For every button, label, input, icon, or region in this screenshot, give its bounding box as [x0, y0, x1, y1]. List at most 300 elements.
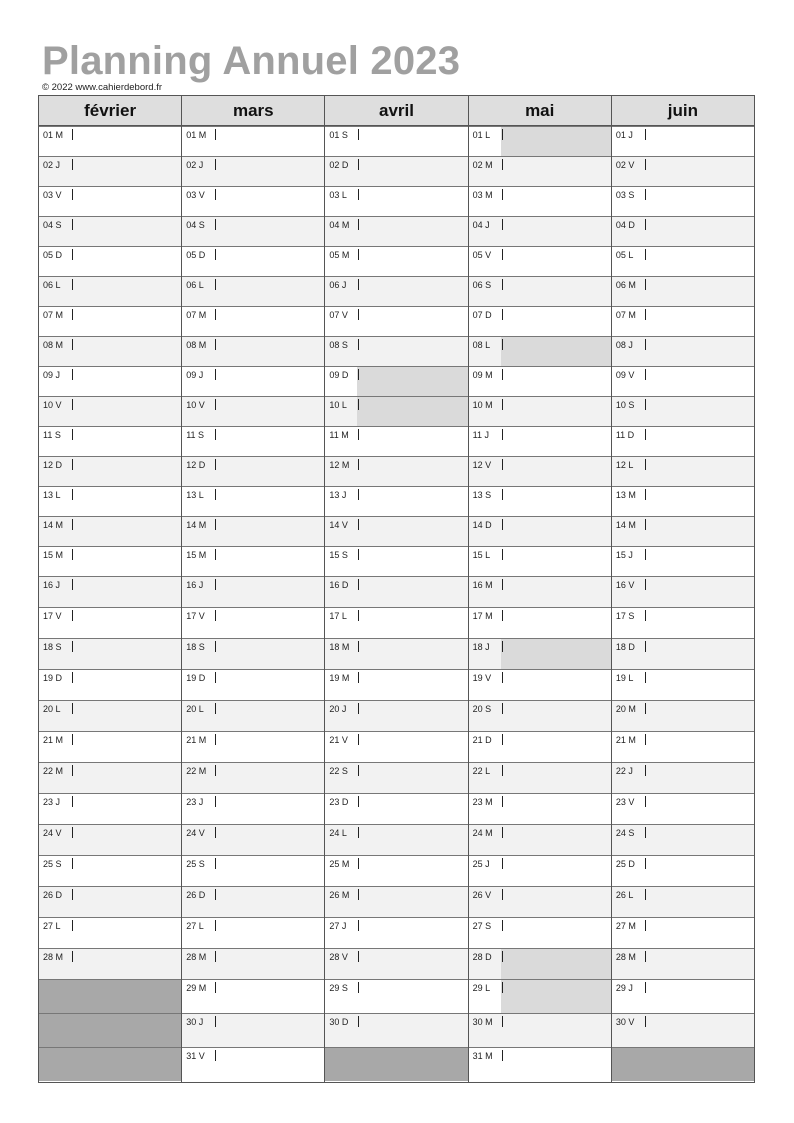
day-note-area[interactable]: [214, 639, 324, 669]
day-note-area[interactable]: [644, 794, 754, 824]
day-cell[interactable]: [612, 186, 754, 216]
day-note-area[interactable]: [71, 949, 181, 979]
day-note-area[interactable]: [71, 701, 181, 731]
day-note-area[interactable]: [357, 670, 467, 700]
day-cell[interactable]: [182, 948, 324, 979]
day-note-area[interactable]: [214, 1048, 324, 1081]
day-cell[interactable]: [39, 731, 181, 762]
day-cell[interactable]: [325, 366, 467, 396]
day-cell[interactable]: [39, 426, 181, 456]
day-note-area[interactable]: [71, 517, 181, 546]
day-note-area[interactable]: [644, 1014, 754, 1047]
day-note-area[interactable]: [357, 547, 467, 576]
day-cell[interactable]: [325, 607, 467, 638]
day-cell[interactable]: [39, 669, 181, 700]
day-note-area[interactable]: [501, 307, 611, 336]
day-cell[interactable]: [325, 979, 467, 1013]
day-cell[interactable]: [612, 216, 754, 246]
day-note-area[interactable]: [71, 487, 181, 516]
day-cell[interactable]: [612, 336, 754, 366]
day-note-area[interactable]: [357, 187, 467, 216]
day-cell[interactable]: [39, 486, 181, 516]
day-note-area[interactable]: [501, 732, 611, 762]
day-cell[interactable]: [325, 156, 467, 186]
day-note-area[interactable]: [214, 701, 324, 731]
day-cell[interactable]: [39, 762, 181, 793]
day-cell[interactable]: [182, 855, 324, 886]
day-note-area[interactable]: [357, 217, 467, 246]
day-note-area[interactable]: [214, 427, 324, 456]
day-cell[interactable]: [325, 126, 467, 156]
day-note-area[interactable]: [357, 157, 467, 186]
day-note-area[interactable]: [214, 367, 324, 396]
day-note-area[interactable]: [501, 427, 611, 456]
day-note-area[interactable]: [501, 487, 611, 516]
day-note-area[interactable]: [357, 701, 467, 731]
day-note-area[interactable]: [214, 794, 324, 824]
day-cell[interactable]: [182, 886, 324, 917]
day-note-area[interactable]: [71, 670, 181, 700]
day-note-area[interactable]: [214, 825, 324, 855]
day-note-area[interactable]: [644, 307, 754, 336]
day-note-area[interactable]: [644, 127, 754, 156]
day-cell[interactable]: [182, 156, 324, 186]
day-note-area[interactable]: [214, 547, 324, 576]
day-cell[interactable]: [325, 336, 467, 366]
day-note-area[interactable]: [357, 639, 467, 669]
day-cell[interactable]: [612, 516, 754, 546]
day-cell[interactable]: [39, 793, 181, 824]
day-note-area[interactable]: [357, 856, 467, 886]
day-cell[interactable]: [39, 216, 181, 246]
day-note-area[interactable]: [71, 307, 181, 336]
day-cell[interactable]: [612, 366, 754, 396]
day-note-area[interactable]: [357, 763, 467, 793]
day-note-area[interactable]: [71, 794, 181, 824]
day-cell[interactable]: [39, 855, 181, 886]
day-cell[interactable]: [182, 126, 324, 156]
day-cell[interactable]: [325, 396, 467, 426]
day-cell[interactable]: [325, 216, 467, 246]
day-note-area[interactable]: [214, 277, 324, 306]
day-cell[interactable]: [469, 700, 611, 731]
day-note-area[interactable]: [501, 277, 611, 306]
day-cell[interactable]: [182, 576, 324, 607]
day-note-area[interactable]: [214, 187, 324, 216]
day-cell[interactable]: [325, 486, 467, 516]
day-note-area[interactable]: [357, 127, 467, 156]
day-cell[interactable]: [612, 1013, 754, 1047]
day-cell[interactable]: [469, 669, 611, 700]
day-cell[interactable]: [469, 1047, 611, 1081]
day-cell[interactable]: [39, 186, 181, 216]
day-note-area[interactable]: [501, 397, 611, 426]
day-note-area[interactable]: [214, 517, 324, 546]
day-note-area[interactable]: [644, 277, 754, 306]
day-note-area[interactable]: [644, 547, 754, 576]
day-note-area[interactable]: [644, 608, 754, 638]
day-cell[interactable]: [325, 824, 467, 855]
day-cell[interactable]: [325, 186, 467, 216]
holiday-note-area[interactable]: [501, 980, 611, 1013]
day-cell[interactable]: [612, 306, 754, 336]
day-note-area[interactable]: [71, 918, 181, 948]
day-note-area[interactable]: [501, 187, 611, 216]
day-cell[interactable]: [325, 700, 467, 731]
day-note-area[interactable]: [71, 825, 181, 855]
day-cell[interactable]: [469, 456, 611, 486]
day-cell[interactable]: [612, 886, 754, 917]
day-cell[interactable]: [612, 456, 754, 486]
day-cell[interactable]: [469, 1013, 611, 1047]
day-cell[interactable]: [182, 1013, 324, 1047]
holiday-note-area[interactable]: [357, 397, 467, 426]
day-cell[interactable]: [612, 917, 754, 948]
day-note-area[interactable]: [501, 577, 611, 607]
day-note-area[interactable]: [501, 457, 611, 486]
day-cell[interactable]: [469, 546, 611, 576]
day-cell[interactable]: [39, 917, 181, 948]
day-cell[interactable]: [612, 276, 754, 306]
day-note-area[interactable]: [501, 918, 611, 948]
day-cell[interactable]: [612, 638, 754, 669]
day-note-area[interactable]: [214, 487, 324, 516]
day-note-area[interactable]: [214, 157, 324, 186]
day-note-area[interactable]: [214, 732, 324, 762]
day-note-area[interactable]: [501, 157, 611, 186]
day-cell[interactable]: [469, 731, 611, 762]
day-note-area[interactable]: [71, 856, 181, 886]
day-cell[interactable]: [469, 638, 611, 669]
day-note-area[interactable]: [501, 1048, 611, 1081]
day-cell[interactable]: [39, 246, 181, 276]
day-cell[interactable]: [325, 793, 467, 824]
day-note-area[interactable]: [214, 949, 324, 979]
day-cell[interactable]: [612, 793, 754, 824]
day-note-area[interactable]: [71, 732, 181, 762]
day-cell[interactable]: [325, 917, 467, 948]
day-note-area[interactable]: [214, 397, 324, 426]
day-cell[interactable]: [612, 426, 754, 456]
day-cell[interactable]: [612, 762, 754, 793]
day-note-area[interactable]: [357, 825, 467, 855]
day-cell[interactable]: [182, 793, 324, 824]
day-cell[interactable]: [182, 426, 324, 456]
day-note-area[interactable]: [214, 980, 324, 1013]
day-cell[interactable]: [325, 855, 467, 886]
day-cell[interactable]: [325, 456, 467, 486]
day-note-area[interactable]: [501, 794, 611, 824]
day-cell[interactable]: [39, 306, 181, 336]
day-cell[interactable]: [182, 336, 324, 366]
day-note-area[interactable]: [71, 763, 181, 793]
day-cell[interactable]: [612, 486, 754, 516]
day-note-area[interactable]: [214, 763, 324, 793]
day-note-area[interactable]: [644, 217, 754, 246]
day-note-area[interactable]: [71, 127, 181, 156]
day-cell[interactable]: [325, 762, 467, 793]
day-note-area[interactable]: [644, 247, 754, 276]
day-cell[interactable]: [612, 979, 754, 1013]
day-cell[interactable]: [325, 731, 467, 762]
day-note-area[interactable]: [644, 701, 754, 731]
day-note-area[interactable]: [501, 547, 611, 576]
holiday-note-area[interactable]: [501, 337, 611, 366]
day-cell[interactable]: [182, 186, 324, 216]
day-cell[interactable]: [612, 576, 754, 607]
day-cell[interactable]: [325, 426, 467, 456]
day-cell[interactable]: [39, 336, 181, 366]
day-cell[interactable]: [325, 246, 467, 276]
day-cell[interactable]: [469, 276, 611, 306]
holiday-note-area[interactable]: [501, 127, 611, 156]
day-cell[interactable]: [469, 216, 611, 246]
day-cell[interactable]: [182, 306, 324, 336]
day-cell[interactable]: [469, 948, 611, 979]
day-cell[interactable]: [182, 731, 324, 762]
day-note-area[interactable]: [71, 887, 181, 917]
day-cell[interactable]: [39, 638, 181, 669]
day-cell[interactable]: [182, 216, 324, 246]
day-note-area[interactable]: [501, 367, 611, 396]
day-cell[interactable]: [612, 700, 754, 731]
day-note-area[interactable]: [501, 217, 611, 246]
day-cell[interactable]: [612, 824, 754, 855]
day-cell[interactable]: [612, 731, 754, 762]
day-cell[interactable]: [182, 546, 324, 576]
day-cell[interactable]: [469, 306, 611, 336]
day-cell[interactable]: [469, 979, 611, 1013]
day-note-area[interactable]: [214, 670, 324, 700]
day-note-area[interactable]: [644, 397, 754, 426]
day-cell[interactable]: [612, 246, 754, 276]
day-cell[interactable]: [39, 576, 181, 607]
day-note-area[interactable]: [501, 763, 611, 793]
day-note-area[interactable]: [644, 577, 754, 607]
day-note-area[interactable]: [644, 187, 754, 216]
day-cell[interactable]: [469, 396, 611, 426]
day-cell[interactable]: [612, 396, 754, 426]
day-note-area[interactable]: [501, 825, 611, 855]
day-cell[interactable]: [469, 246, 611, 276]
day-cell[interactable]: [469, 793, 611, 824]
day-cell[interactable]: [182, 762, 324, 793]
day-note-area[interactable]: [644, 856, 754, 886]
day-note-area[interactable]: [71, 397, 181, 426]
day-note-area[interactable]: [357, 457, 467, 486]
day-cell[interactable]: [469, 126, 611, 156]
day-cell[interactable]: [39, 546, 181, 576]
day-note-area[interactable]: [501, 517, 611, 546]
day-note-area[interactable]: [214, 217, 324, 246]
holiday-note-area[interactable]: [357, 367, 467, 396]
day-cell[interactable]: [612, 948, 754, 979]
day-note-area[interactable]: [71, 367, 181, 396]
day-note-area[interactable]: [214, 457, 324, 486]
day-cell[interactable]: [325, 638, 467, 669]
day-cell[interactable]: [182, 607, 324, 638]
day-cell[interactable]: [39, 126, 181, 156]
day-cell[interactable]: [612, 855, 754, 886]
day-note-area[interactable]: [644, 763, 754, 793]
day-note-area[interactable]: [71, 277, 181, 306]
day-note-area[interactable]: [357, 887, 467, 917]
day-cell[interactable]: [182, 700, 324, 731]
day-note-area[interactable]: [644, 457, 754, 486]
day-cell[interactable]: [182, 824, 324, 855]
day-cell[interactable]: [39, 516, 181, 546]
day-note-area[interactable]: [71, 608, 181, 638]
day-cell[interactable]: [39, 456, 181, 486]
day-cell[interactable]: [612, 669, 754, 700]
day-note-area[interactable]: [357, 918, 467, 948]
day-cell[interactable]: [182, 638, 324, 669]
day-note-area[interactable]: [214, 856, 324, 886]
day-note-area[interactable]: [214, 577, 324, 607]
day-note-area[interactable]: [357, 980, 467, 1013]
day-cell[interactable]: [612, 607, 754, 638]
day-note-area[interactable]: [501, 247, 611, 276]
day-cell[interactable]: [612, 546, 754, 576]
day-cell[interactable]: [325, 276, 467, 306]
day-cell[interactable]: [469, 426, 611, 456]
day-cell[interactable]: [182, 979, 324, 1013]
day-note-area[interactable]: [644, 980, 754, 1013]
day-cell[interactable]: [39, 366, 181, 396]
day-note-area[interactable]: [644, 918, 754, 948]
day-note-area[interactable]: [644, 639, 754, 669]
day-note-area[interactable]: [644, 825, 754, 855]
day-note-area[interactable]: [357, 427, 467, 456]
day-note-area[interactable]: [71, 247, 181, 276]
day-note-area[interactable]: [644, 487, 754, 516]
day-cell[interactable]: [182, 486, 324, 516]
day-note-area[interactable]: [644, 427, 754, 456]
day-cell[interactable]: [182, 917, 324, 948]
day-cell[interactable]: [469, 486, 611, 516]
day-note-area[interactable]: [644, 887, 754, 917]
day-note-area[interactable]: [644, 517, 754, 546]
day-cell[interactable]: [612, 126, 754, 156]
day-note-area[interactable]: [644, 670, 754, 700]
day-note-area[interactable]: [71, 217, 181, 246]
day-note-area[interactable]: [71, 187, 181, 216]
day-cell[interactable]: [469, 855, 611, 886]
day-cell[interactable]: [39, 156, 181, 186]
day-note-area[interactable]: [501, 701, 611, 731]
day-cell[interactable]: [325, 1013, 467, 1047]
day-cell[interactable]: [325, 886, 467, 917]
day-cell[interactable]: [469, 366, 611, 396]
day-note-area[interactable]: [214, 247, 324, 276]
day-note-area[interactable]: [71, 337, 181, 366]
day-note-area[interactable]: [644, 337, 754, 366]
day-note-area[interactable]: [357, 794, 467, 824]
day-note-area[interactable]: [501, 887, 611, 917]
day-note-area[interactable]: [644, 157, 754, 186]
day-cell[interactable]: [469, 186, 611, 216]
day-note-area[interactable]: [357, 732, 467, 762]
day-note-area[interactable]: [214, 887, 324, 917]
day-cell[interactable]: [182, 516, 324, 546]
day-cell[interactable]: [182, 456, 324, 486]
day-cell[interactable]: [182, 669, 324, 700]
day-note-area[interactable]: [357, 337, 467, 366]
day-cell[interactable]: [469, 576, 611, 607]
day-note-area[interactable]: [71, 157, 181, 186]
day-cell[interactable]: [325, 306, 467, 336]
day-note-area[interactable]: [501, 856, 611, 886]
day-cell[interactable]: [39, 700, 181, 731]
day-cell[interactable]: [469, 762, 611, 793]
day-note-area[interactable]: [357, 1014, 467, 1047]
day-note-area[interactable]: [501, 1014, 611, 1047]
day-note-area[interactable]: [644, 367, 754, 396]
day-note-area[interactable]: [357, 247, 467, 276]
day-note-area[interactable]: [71, 577, 181, 607]
day-note-area[interactable]: [214, 337, 324, 366]
day-cell[interactable]: [325, 516, 467, 546]
day-cell[interactable]: [469, 886, 611, 917]
holiday-note-area[interactable]: [501, 639, 611, 669]
day-note-area[interactable]: [214, 307, 324, 336]
day-note-area[interactable]: [214, 608, 324, 638]
day-note-area[interactable]: [357, 577, 467, 607]
day-note-area[interactable]: [357, 517, 467, 546]
day-note-area[interactable]: [644, 732, 754, 762]
day-cell[interactable]: [469, 516, 611, 546]
day-note-area[interactable]: [214, 918, 324, 948]
day-note-area[interactable]: [501, 608, 611, 638]
day-cell[interactable]: [325, 669, 467, 700]
day-cell[interactable]: [469, 917, 611, 948]
day-cell[interactable]: [39, 886, 181, 917]
day-cell[interactable]: [39, 276, 181, 306]
holiday-note-area[interactable]: [501, 949, 611, 979]
day-cell[interactable]: [182, 396, 324, 426]
day-note-area[interactable]: [357, 949, 467, 979]
day-note-area[interactable]: [644, 949, 754, 979]
day-cell[interactable]: [182, 366, 324, 396]
day-cell[interactable]: [469, 824, 611, 855]
day-note-area[interactable]: [71, 457, 181, 486]
day-note-area[interactable]: [357, 487, 467, 516]
day-note-area[interactable]: [214, 127, 324, 156]
day-cell[interactable]: [469, 156, 611, 186]
day-cell[interactable]: [182, 276, 324, 306]
day-cell[interactable]: [469, 607, 611, 638]
day-note-area[interactable]: [357, 307, 467, 336]
day-cell[interactable]: [469, 336, 611, 366]
day-cell[interactable]: [39, 396, 181, 426]
day-cell[interactable]: [39, 607, 181, 638]
day-note-area[interactable]: [357, 277, 467, 306]
day-cell[interactable]: [39, 948, 181, 979]
day-note-area[interactable]: [357, 608, 467, 638]
day-note-area[interactable]: [71, 547, 181, 576]
day-note-area[interactable]: [501, 670, 611, 700]
day-cell[interactable]: [39, 824, 181, 855]
day-cell[interactable]: [182, 246, 324, 276]
day-cell[interactable]: [325, 576, 467, 607]
day-cell[interactable]: [182, 1047, 324, 1081]
day-cell[interactable]: [325, 948, 467, 979]
day-cell[interactable]: [325, 546, 467, 576]
day-cell[interactable]: [612, 156, 754, 186]
day-note-area[interactable]: [71, 639, 181, 669]
day-note-area[interactable]: [71, 427, 181, 456]
day-note-area[interactable]: [214, 1014, 324, 1047]
